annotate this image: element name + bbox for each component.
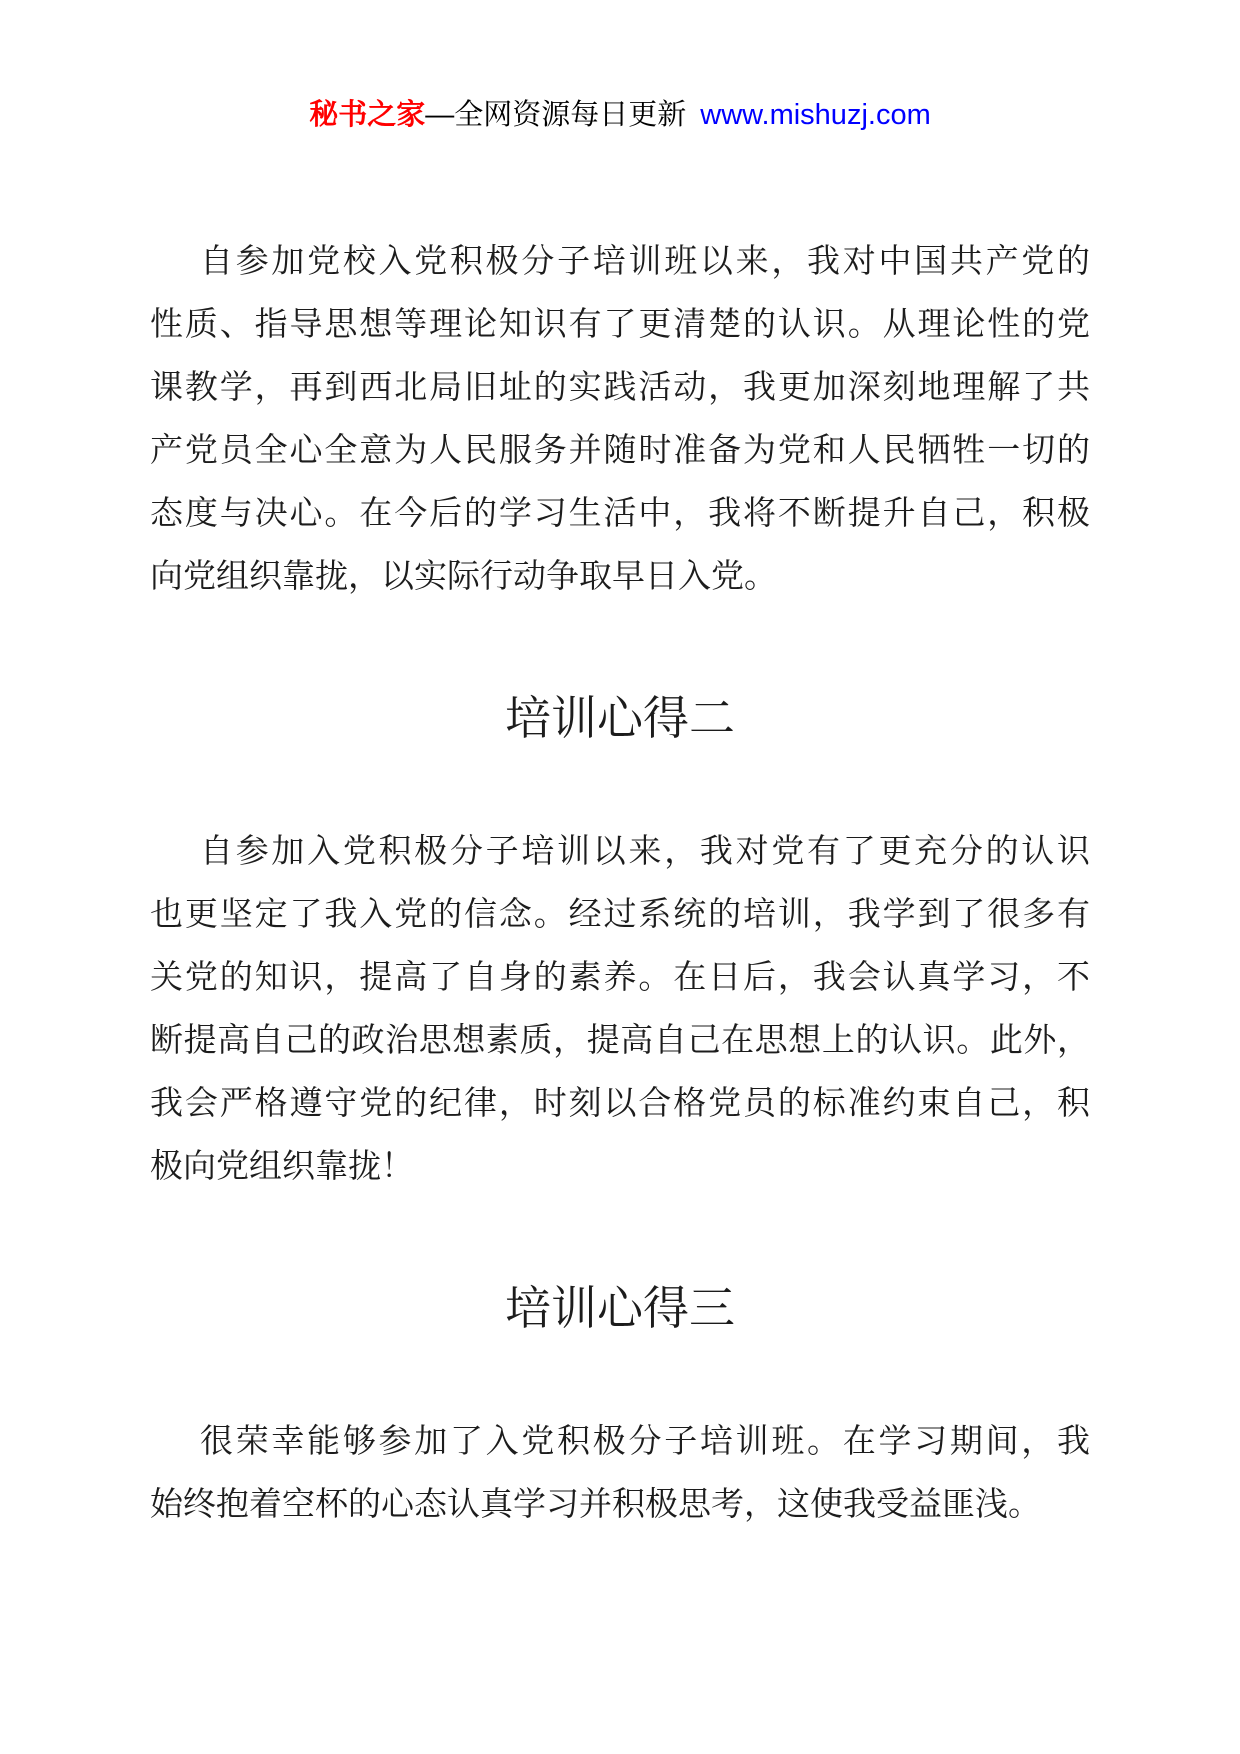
paragraph-line: 极向党组织靠拢！ xyxy=(150,1147,414,1184)
paragraph-line: 向党组织靠拢，以实际行动争取早日入党。 xyxy=(150,557,777,594)
paragraph-line: 始终抱着空杯的心态认真学习并积极思考，这使我受益匪浅。 xyxy=(150,1485,1041,1522)
section-heading: 培训心得二 xyxy=(505,692,735,744)
header-dash: — xyxy=(425,99,455,131)
header-tagline: 全网资源每日更新 xyxy=(454,99,687,131)
paragraph xyxy=(150,229,1090,607)
paragraph-line: 课教学，再到西北局旧址的实践活动，我更加深刻地理解了共 xyxy=(150,368,1090,405)
site-brand: 秘书之家 xyxy=(309,99,426,131)
paragraph xyxy=(150,819,1090,1197)
paragraph-line: 自参加党校入党积极分子培训班以来，我对中国共产党的 xyxy=(200,242,1090,279)
paragraph-line: 也更坚定了我入党的信念。经过系统的培训，我学到了很多有 xyxy=(150,895,1090,932)
paragraph-line: 我会严格遵守党的纪律，时刻以合格党员的标准约束自己，积 xyxy=(150,1084,1090,1121)
paragraph-line: 自参加入党积极分子培训以来，我对党有了更充分的认识 xyxy=(200,832,1090,869)
paragraph-line: 很荣幸能够参加了入党积极分子培训班。在学习期间，我 xyxy=(200,1422,1090,1459)
paragraph-line: 关党的知识，提高了自身的素养。在日后，我会认真学习，不 xyxy=(150,958,1090,995)
paragraph-line: 态度与决心。在今后的学习生活中，我将不断提升自己，积极 xyxy=(150,494,1090,531)
paragraph-line: 断提高自己的政治思想素质，提高自己在思想上的认识。此外， xyxy=(150,1021,1090,1058)
header-url-link[interactable]: www.mishuzj.com xyxy=(700,99,931,131)
paragraph xyxy=(150,1409,1090,1535)
document-body xyxy=(0,229,1240,1535)
site-header xyxy=(0,0,1240,134)
paragraph-line: 产党员全心全意为人民服务并随时准备为党和人民牺牲一切的 xyxy=(150,431,1090,468)
paragraph-line: 性质、指导思想等理论知识有了更清楚的认识。从理论性的党 xyxy=(150,305,1090,342)
section-heading: 培训心得三 xyxy=(505,1282,735,1334)
